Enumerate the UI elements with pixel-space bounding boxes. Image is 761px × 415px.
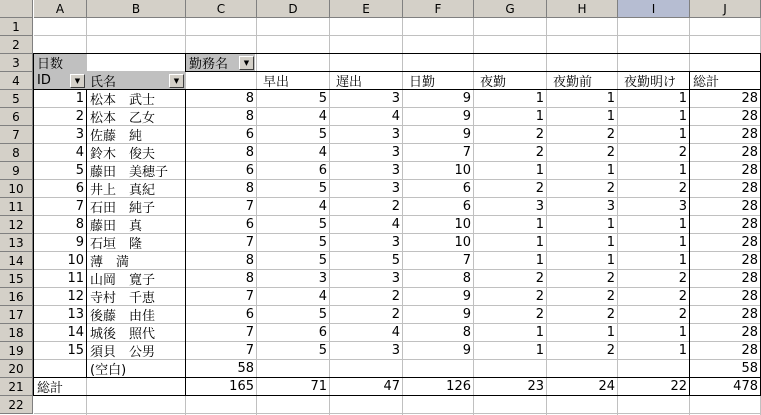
column-item-header[interactable]: 日勤: [409, 75, 436, 89]
value-cell[interactable]: 1: [678, 253, 687, 268]
value-cell[interactable]: 3: [606, 199, 615, 214]
grand-total-column-header[interactable]: 総計: [693, 75, 720, 89]
pivot-data-field-button[interactable]: 日数: [34, 54, 87, 71]
value-cell[interactable]: 4: [391, 109, 400, 124]
value-cell[interactable]: 6: [318, 325, 327, 340]
column-header-i[interactable]: I: [618, 0, 690, 18]
grand-total-cell[interactable]: 23: [527, 379, 544, 394]
value-cell[interactable]: 1: [678, 127, 687, 142]
row-id-cell[interactable]: 15: [67, 343, 84, 358]
value-cell[interactable]: 5: [318, 307, 327, 322]
row-id-cell[interactable]: 14: [67, 325, 84, 340]
row-total-cell[interactable]: 28: [741, 109, 758, 124]
value-cell[interactable]: 4: [318, 289, 327, 304]
column-item-header[interactable]: 遅出: [336, 75, 363, 89]
value-cell[interactable]: 2: [678, 289, 687, 304]
value-cell[interactable]: 1: [678, 217, 687, 232]
grand-total-row-label[interactable]: 総計: [37, 381, 64, 395]
name-field-dropdown-icon[interactable]: ▼: [169, 74, 184, 88]
column-item-header[interactable]: 夜勤: [480, 75, 507, 89]
row-header-16[interactable]: 16: [0, 288, 33, 306]
value-cell[interactable]: 3: [391, 343, 400, 358]
row-header-19[interactable]: 19: [0, 342, 33, 360]
value-cell[interactable]: 1: [678, 325, 687, 340]
grand-total-cell[interactable]: 47: [383, 379, 400, 394]
row-header-20[interactable]: 20: [0, 360, 33, 378]
value-cell[interactable]: 2: [391, 199, 400, 214]
row-total-cell[interactable]: 28: [741, 289, 758, 304]
row-header-15[interactable]: 15: [0, 270, 33, 288]
row-id-cell[interactable]: 8: [75, 217, 84, 232]
grand-total-cell[interactable]: 165: [229, 379, 254, 394]
row-name-cell[interactable]: 藤田 美穂子: [90, 165, 169, 179]
value-cell[interactable]: 1: [678, 235, 687, 250]
row-header-11[interactable]: 11: [0, 198, 33, 216]
value-cell[interactable]: 2: [606, 127, 615, 142]
row-id-cell[interactable]: 10: [67, 253, 84, 268]
row-name-cell[interactable]: 後藤 由佳: [90, 309, 156, 323]
row-header-7[interactable]: 7: [0, 126, 33, 144]
value-cell[interactable]: 1: [535, 235, 544, 250]
row-total-cell[interactable]: 28: [741, 217, 758, 232]
value-cell[interactable]: 4: [318, 145, 327, 160]
row-header-18[interactable]: 18: [0, 324, 33, 342]
row-header-1[interactable]: 1: [0, 18, 33, 36]
value-cell[interactable]: 2: [606, 343, 615, 358]
value-cell[interactable]: 1: [606, 91, 615, 106]
value-cell[interactable]: 7: [462, 253, 471, 268]
value-cell[interactable]: 3: [391, 181, 400, 196]
row-name-cell[interactable]: 城後 照代: [90, 327, 156, 341]
value-cell[interactable]: 6: [462, 199, 471, 214]
grand-total-cell[interactable]: 22: [670, 379, 687, 394]
value-cell[interactable]: 2: [535, 145, 544, 160]
value-cell[interactable]: 3: [391, 145, 400, 160]
row-id-cell[interactable]: 2: [75, 109, 84, 124]
id-field-dropdown-icon[interactable]: ▼: [70, 74, 85, 88]
row-name-cell[interactable]: 須貝 公男: [90, 345, 156, 359]
value-cell[interactable]: 1: [678, 91, 687, 106]
value-cell[interactable]: 5: [318, 91, 327, 106]
row-header-4[interactable]: 4: [0, 72, 33, 90]
value-cell[interactable]: 7: [245, 235, 254, 250]
value-cell[interactable]: 7: [245, 199, 254, 214]
row-total-cell[interactable]: 28: [741, 271, 758, 286]
value-cell[interactable]: 4: [391, 325, 400, 340]
row-id-cell[interactable]: 4: [75, 145, 84, 160]
row-name-cell[interactable]: 寺村 千恵: [90, 291, 156, 305]
value-cell[interactable]: 2: [535, 181, 544, 196]
value-cell[interactable]: 7: [462, 145, 471, 160]
pivot-column-field-button[interactable]: 勤務名: [186, 54, 255, 71]
row-name-cell[interactable]: 井上 真紀: [90, 183, 156, 197]
value-cell[interactable]: 9: [462, 91, 471, 106]
value-cell[interactable]: 1: [606, 109, 615, 124]
value-cell[interactable]: 1: [535, 163, 544, 178]
value-cell[interactable]: 4: [318, 109, 327, 124]
value-cell[interactable]: 3: [391, 163, 400, 178]
select-all-corner[interactable]: [0, 0, 33, 18]
value-cell[interactable]: 3: [391, 127, 400, 142]
row-id-cell[interactable]: 1: [75, 91, 84, 106]
value-cell[interactable]: 2: [535, 271, 544, 286]
value-cell[interactable]: 1: [535, 343, 544, 358]
value-cell[interactable]: 10: [454, 235, 471, 250]
value-cell[interactable]: 6: [245, 163, 254, 178]
value-cell[interactable]: 8: [245, 253, 254, 268]
column-header-j[interactable]: J: [690, 0, 761, 18]
value-cell[interactable]: 1: [606, 217, 615, 232]
value-cell[interactable]: 2: [606, 271, 615, 286]
value-cell[interactable]: 5: [318, 253, 327, 268]
row-total-cell[interactable]: 28: [741, 145, 758, 160]
blank-row-total[interactable]: 58: [741, 361, 758, 376]
value-cell[interactable]: 2: [606, 145, 615, 160]
pivot-row-field-id-button[interactable]: ID: [34, 72, 87, 89]
value-cell[interactable]: 2: [391, 289, 400, 304]
column-header-f[interactable]: F: [403, 0, 474, 18]
value-cell[interactable]: 1: [606, 235, 615, 250]
row-header-13[interactable]: 13: [0, 234, 33, 252]
grand-total-cell[interactable]: 71: [310, 379, 327, 394]
column-header-c[interactable]: C: [186, 0, 257, 18]
row-id-cell[interactable]: 3: [75, 127, 84, 142]
row-header-3[interactable]: 3: [0, 54, 33, 72]
value-cell[interactable]: 3: [391, 235, 400, 250]
row-id-cell[interactable]: 13: [67, 307, 84, 322]
pivot-row-field-name-button[interactable]: 氏名: [87, 72, 186, 89]
value-cell[interactable]: 3: [535, 199, 544, 214]
row-total-cell[interactable]: 28: [741, 163, 758, 178]
value-cell[interactable]: 8: [245, 181, 254, 196]
row-total-cell[interactable]: 28: [741, 91, 758, 106]
value-cell[interactable]: 3: [391, 271, 400, 286]
value-cell[interactable]: 8: [245, 145, 254, 160]
value-cell[interactable]: 1: [678, 163, 687, 178]
value-cell[interactable]: 2: [535, 289, 544, 304]
row-header-10[interactable]: 10: [0, 180, 33, 198]
value-cell[interactable]: 9: [462, 109, 471, 124]
row-header-6[interactable]: 6: [0, 108, 33, 126]
row-header-12[interactable]: 12: [0, 216, 33, 234]
value-cell[interactable]: 2: [678, 307, 687, 322]
row-id-cell[interactable]: 7: [75, 199, 84, 214]
value-cell[interactable]: 1: [678, 343, 687, 358]
value-cell[interactable]: 7: [245, 325, 254, 340]
value-cell[interactable]: 4: [391, 217, 400, 232]
value-cell[interactable]: 6: [245, 217, 254, 232]
column-item-header[interactable]: 早出: [263, 75, 290, 89]
row-header-22[interactable]: 22: [0, 396, 33, 414]
value-cell[interactable]: 3: [391, 91, 400, 106]
row-header-14[interactable]: 14: [0, 252, 33, 270]
value-cell[interactable]: 8: [245, 91, 254, 106]
value-cell[interactable]: 9: [462, 307, 471, 322]
row-total-cell[interactable]: 28: [741, 307, 758, 322]
value-cell[interactable]: 3: [318, 271, 327, 286]
row-id-cell[interactable]: 12: [67, 289, 84, 304]
row-id-cell[interactable]: 5: [75, 163, 84, 178]
row-header-2[interactable]: 2: [0, 36, 33, 54]
row-name-cell[interactable]: 松本 武士: [90, 93, 156, 107]
value-cell[interactable]: 8: [245, 109, 254, 124]
row-name-cell[interactable]: 藤田 真: [90, 219, 143, 233]
value-cell[interactable]: 1: [606, 163, 615, 178]
row-id-cell[interactable]: 9: [75, 235, 84, 250]
column-header-a[interactable]: A: [34, 0, 87, 18]
value-cell[interactable]: 2: [678, 181, 687, 196]
value-cell[interactable]: 9: [462, 289, 471, 304]
value-cell[interactable]: 5: [318, 235, 327, 250]
row-id-cell[interactable]: 6: [75, 181, 84, 196]
value-cell[interactable]: 1: [606, 325, 615, 340]
row-total-cell[interactable]: 28: [741, 343, 758, 358]
column-field-dropdown-icon[interactable]: ▼: [239, 56, 254, 70]
value-cell[interactable]: 8: [462, 325, 471, 340]
grand-total-cell[interactable]: 126: [446, 379, 471, 394]
row-total-cell[interactable]: 28: [741, 127, 758, 142]
value-cell[interactable]: 1: [678, 109, 687, 124]
value-cell[interactable]: 4: [318, 199, 327, 214]
value-cell[interactable]: 2: [391, 307, 400, 322]
row-total-cell[interactable]: 28: [741, 199, 758, 214]
row-total-cell[interactable]: 28: [741, 253, 758, 268]
row-name-cell[interactable]: 鈴木 俊夫: [90, 147, 156, 161]
value-cell[interactable]: 6: [318, 163, 327, 178]
row-name-cell[interactable]: 石田 純子: [90, 201, 156, 215]
row-name-cell[interactable]: 石垣 隆: [90, 237, 143, 251]
row-name-cell[interactable]: 山岡 寛子: [90, 273, 156, 287]
row-name-cell[interactable]: 松本 乙女: [90, 111, 156, 125]
blank-row-label[interactable]: (空白): [90, 363, 127, 377]
row-header-21[interactable]: 21: [0, 378, 33, 396]
value-cell[interactable]: 5: [318, 127, 327, 142]
row-header-9[interactable]: 9: [0, 162, 33, 180]
column-item-header[interactable]: 夜勤明け: [624, 75, 677, 89]
value-cell[interactable]: 1: [535, 217, 544, 232]
value-cell[interactable]: 5: [391, 253, 400, 268]
value-cell[interactable]: 1: [535, 253, 544, 268]
value-cell[interactable]: 5: [318, 181, 327, 196]
value-cell[interactable]: 5: [318, 217, 327, 232]
value-cell[interactable]: 1: [535, 91, 544, 106]
column-item-header[interactable]: 夜勤前: [553, 75, 593, 89]
row-header-17[interactable]: 17: [0, 306, 33, 324]
value-cell[interactable]: 5: [318, 343, 327, 358]
value-cell[interactable]: 1: [535, 325, 544, 340]
value-cell[interactable]: 10: [454, 217, 471, 232]
column-header-b[interactable]: B: [87, 0, 186, 18]
value-cell[interactable]: 9: [462, 127, 471, 142]
row-header-5[interactable]: 5: [0, 90, 33, 108]
row-total-cell[interactable]: 28: [741, 235, 758, 250]
blank-row-value[interactable]: 58: [237, 361, 254, 376]
value-cell[interactable]: 7: [245, 343, 254, 358]
value-cell[interactable]: 10: [454, 163, 471, 178]
value-cell[interactable]: 6: [462, 181, 471, 196]
value-cell[interactable]: 1: [606, 253, 615, 268]
grand-total-cell[interactable]: 24: [598, 379, 615, 394]
value-cell[interactable]: 2: [606, 181, 615, 196]
value-cell[interactable]: 6: [245, 127, 254, 142]
column-header-g[interactable]: G: [474, 0, 547, 18]
row-id-cell[interactable]: 11: [67, 271, 84, 286]
row-name-cell[interactable]: 薄 満: [90, 255, 130, 269]
value-cell[interactable]: 1: [535, 109, 544, 124]
value-cell[interactable]: 2: [606, 289, 615, 304]
value-cell[interactable]: 8: [462, 271, 471, 286]
value-cell[interactable]: 7: [245, 289, 254, 304]
row-total-cell[interactable]: 28: [741, 181, 758, 196]
value-cell[interactable]: 9: [462, 343, 471, 358]
row-header-8[interactable]: 8: [0, 144, 33, 162]
grand-total-total-cell[interactable]: 478: [733, 379, 758, 394]
value-cell[interactable]: 2: [535, 307, 544, 322]
value-cell[interactable]: 6: [245, 307, 254, 322]
value-cell[interactable]: 2: [678, 145, 687, 160]
value-cell[interactable]: 2: [678, 271, 687, 286]
value-cell[interactable]: 3: [678, 199, 687, 214]
column-header-d[interactable]: D: [257, 0, 330, 18]
column-header-h[interactable]: H: [547, 0, 618, 18]
value-cell[interactable]: 2: [535, 127, 544, 142]
value-cell[interactable]: 2: [606, 307, 615, 322]
row-total-cell[interactable]: 28: [741, 325, 758, 340]
value-cell[interactable]: 8: [245, 271, 254, 286]
column-header-e[interactable]: E: [330, 0, 403, 18]
row-name-cell[interactable]: 佐藤 純: [90, 129, 143, 143]
